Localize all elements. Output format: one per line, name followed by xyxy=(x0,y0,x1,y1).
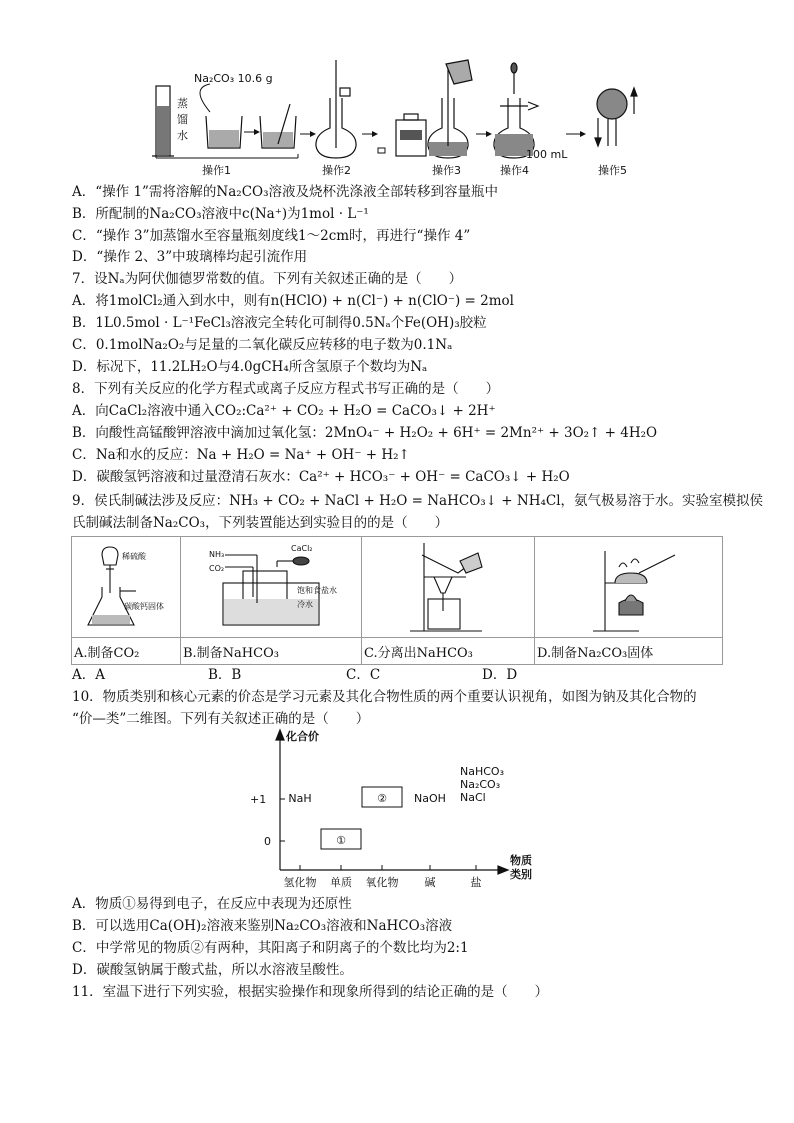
acid-label: 稀硫酸 xyxy=(122,552,146,561)
q6-option-d: D．“操作 2、3”中玻璃棒均起引流作用 xyxy=(72,249,308,265)
q10-stem-line2: “价—类”二维图。下列有关叙述正确的是（ ） xyxy=(72,711,370,727)
point-label: ① xyxy=(336,834,346,847)
x-axis-title: 物质类别 xyxy=(510,854,532,881)
q7-option-c: C．0.1molNa₂O₂与足量的二氧化碳反应转移的电子数为0.1Nₐ xyxy=(72,337,453,353)
caption-d: D.制备Na₂CO₃固体 xyxy=(535,638,723,665)
q6-option-c: C．“操作 3”加蒸馏水至容量瓶刻度线1～2cm时，再进行“操作 4” xyxy=(72,228,471,244)
q10-option-d: D．碳酸氢钠属于酸式盐，所以水溶液呈酸性。 xyxy=(72,962,353,978)
q9-answer-d: D．D xyxy=(482,667,518,683)
q7-option-d: D．标况下，11.2LH₂O与4.0gCH₄所含氢原子个数均为Nₐ xyxy=(72,359,428,375)
point-label: NaH xyxy=(288,792,312,805)
y-tick-0: 0 xyxy=(264,835,271,848)
q9-answer-c: C．C xyxy=(346,667,381,683)
water-label-1: 蒸 xyxy=(177,97,188,110)
brine-label: 饱和食盐水 xyxy=(297,586,337,595)
point-label: NaCl xyxy=(460,791,486,804)
op4-label: 操作4 xyxy=(500,164,529,177)
caco3-label: 碳酸钙固体 xyxy=(124,602,164,611)
solution-preparation-figure xyxy=(150,58,650,182)
q10-option-a: A．物质①易得到电子，在反应中表现为还原性 xyxy=(72,896,352,912)
x-tick-label: 单质 xyxy=(330,876,352,889)
co2-label: CO₂ xyxy=(209,564,225,573)
q9-answer-b: B．B xyxy=(208,667,242,683)
op1-label: 操作1 xyxy=(202,164,231,177)
cacl2-label: CaCl₂ xyxy=(291,544,313,553)
apparatus-c xyxy=(362,537,535,638)
nh3-label: NH₃ xyxy=(209,550,225,559)
dropper-flask-icon xyxy=(494,63,538,158)
graduated-cylinder-icon xyxy=(152,86,174,156)
volumetric-flask-icon xyxy=(316,60,356,158)
x-tick-label: 氢化物 xyxy=(283,876,317,889)
x-tick-label: 盐 xyxy=(470,876,482,889)
q9-answer-a: A．A xyxy=(72,667,105,683)
beaker-icon xyxy=(206,116,242,148)
q9-stem-line1: 9．侯氏制碱法涉及反应：NH₃ + CO₂ + NaCl + H₂O = NaHCO₃↓ + NH₄Cl，氨气极易溶于水。实验室模拟侯 xyxy=(72,493,764,509)
volume-label: 100 mL xyxy=(526,148,568,161)
q11-stem: 11．室温下进行下列实验，根据实验操作和现象所得到的结论正确的是（ ） xyxy=(72,984,549,1000)
x-tick-label: 碱 xyxy=(424,876,436,889)
q10-stem-line1: 10．物质类别和核心元素的价态是学习元素及其化合物性质的两个重要认识视角，如图为钠及其化合物的 xyxy=(72,689,697,705)
caption-c: C.分离出NaHCO₃ xyxy=(362,638,535,665)
q8-option-a: A．向CaCl₂溶液中通入CO₂:Ca²⁺ + CO₂ + H₂O = CaCO₃↓ + 2H⁺ xyxy=(72,403,496,419)
q10-option-c: C．中学常见的物质②有两种，其阳离子和阴离子的个数比均为2:1 xyxy=(72,940,469,956)
y-axis-title: 化合价 xyxy=(286,730,319,743)
apparatus-table xyxy=(71,536,723,665)
q7-option-a: A．将1molCl₂通入到水中，则有n(HClO) + n(Cl⁻) + n(ClO⁻) = 2mol xyxy=(72,293,514,309)
q8-option-b: B．向酸性高锰酸钾溶液中滴加过氧化氢：2MnO₄⁻ + H₂O₂ + 6H⁺ = 2Mn²⁺ + 3O₂↑ + 4H₂O xyxy=(72,425,658,441)
q8-stem: 8．下列有关反应的化学方程式或离子反应方程式书写正确的是（ ） xyxy=(72,381,500,397)
heating-apparatus-icon xyxy=(593,551,675,631)
q6-option-b: B．所配制的Na₂CO₃溶液中c(Na⁺)为1mol · L⁻¹ xyxy=(72,206,369,222)
point-label: NaHCO₃ xyxy=(460,765,504,778)
water-label-2: 馏 xyxy=(177,113,188,126)
caption-a: A.制备CO₂ xyxy=(72,638,181,665)
op5-label: 操作5 xyxy=(598,164,627,177)
caption-b: B.制备NaHCO₃ xyxy=(181,638,362,665)
y-tick-plus1: +1 xyxy=(250,793,267,806)
pouring-flask-icon xyxy=(428,60,472,158)
apparatus-b xyxy=(181,537,362,638)
q7-option-b: B．1L0.5mol · L⁻¹FeCl₃溶液完全转化可制得0.5Nₐ个Fe(OH)₃胶粒 xyxy=(72,315,487,331)
q8-option-d: D．碳酸氢钙溶液和过量澄清石灰水：Ca²⁺ + HCO₃⁻ + OH⁻ = CaCO₃↓ + H₂O xyxy=(72,469,570,485)
apparatus-a xyxy=(72,537,181,638)
water-label-3: 水 xyxy=(177,129,188,142)
x-tick-label: 氧化物 xyxy=(365,876,399,889)
point-label: ② xyxy=(377,792,387,805)
q6-option-a: A．“操作 1”需将溶解的Na₂CO₃溶液及烧杯洗涤液全部转移到容量瓶中 xyxy=(72,184,499,200)
q10-option-b: B．可以选用Ca(OH)₂溶液来鉴别Na₂CO₃溶液和NaHCO₃溶液 xyxy=(72,918,453,934)
q7-stem: 7．设Nₐ为阿伏伽德罗常数的值。下列有关叙述正确的是（ ） xyxy=(72,271,463,287)
op2-label: 操作2 xyxy=(322,164,351,177)
reagent-label: Na₂CO₃ 10.6 g xyxy=(194,72,273,85)
cold-water-label: 冷水 xyxy=(297,600,313,609)
wash-bottle-icon xyxy=(396,114,426,156)
apparatus-d xyxy=(535,537,723,638)
stirring-beaker-icon xyxy=(260,104,296,148)
filtration-apparatus-icon xyxy=(410,543,482,631)
valence-class-chart xyxy=(240,728,550,893)
q8-option-c: C．Na和水的反应：Na + H₂O = Na⁺ + OH⁻ + H₂↑ xyxy=(72,447,410,463)
op3-label: 操作3 xyxy=(432,164,461,177)
q9-stem-line2: 氏制碱法制备Na₂CO₃，下列装置能达到实验目的的是（ ） xyxy=(72,515,449,531)
inverted-flask-icon xyxy=(595,88,637,146)
point-label: Na₂CO₃ xyxy=(460,778,501,791)
point-label: NaOH xyxy=(414,792,446,805)
